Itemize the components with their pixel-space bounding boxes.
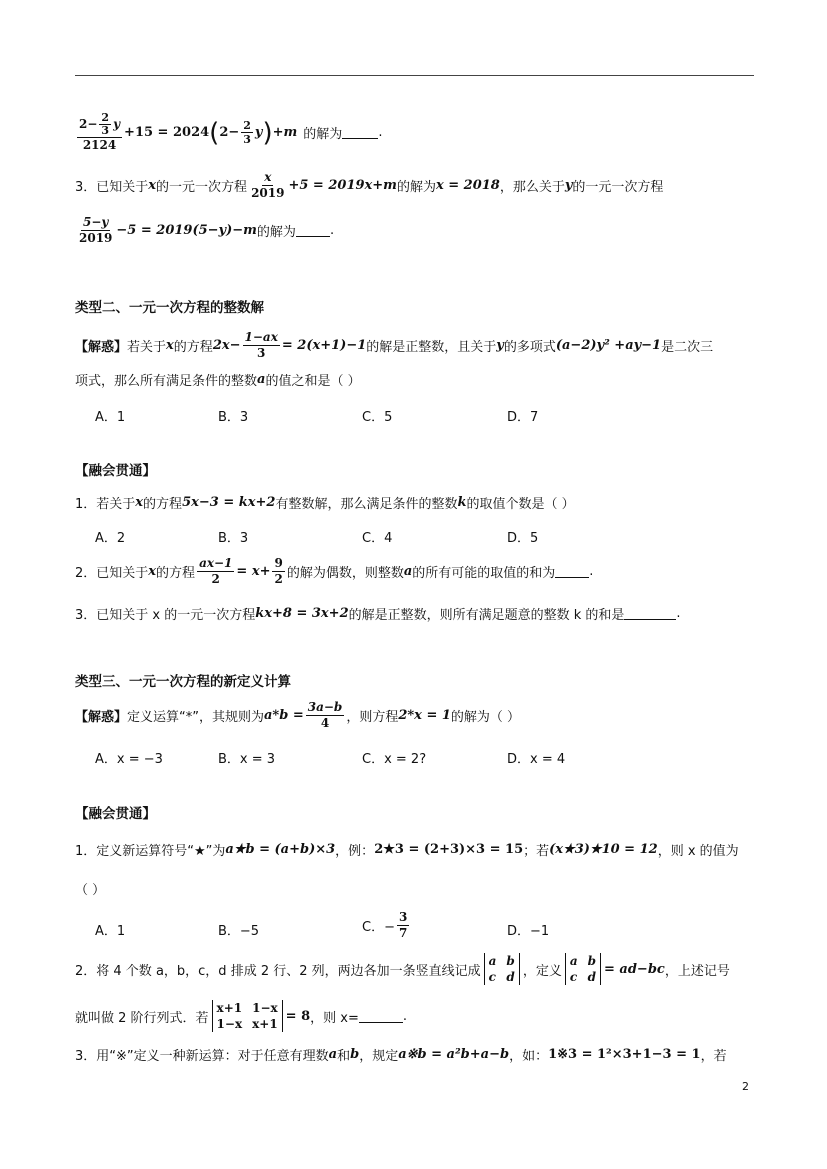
option-b[interactable]: B．3 bbox=[218, 531, 249, 546]
section2-title: 类型二、一元一次方程的整数解 bbox=[75, 300, 264, 316]
header-rule bbox=[75, 75, 754, 76]
option-c[interactable]: C．5 bbox=[362, 410, 393, 425]
section3-q: 【解惑】 定义运算“*”，其规则为 a*b = $\frac{3a-b}{4}$ ，则方程 2*x = 1 的解为（ ） bbox=[75, 700, 521, 730]
s3b-q3: 3．用“※”定义一种新运算：对于任意有理数 a 和 b ，规定 a※b = a²b+a−b ，如： 1※3 = 1²×3+1−3 = 1 ，若 bbox=[75, 1047, 727, 1064]
s3b-q1-line2: （ ） bbox=[75, 883, 106, 898]
option-d[interactable]: D．7 bbox=[507, 410, 539, 425]
option-a[interactable]: A．1 bbox=[95, 410, 126, 425]
option-b[interactable]: B．−5 bbox=[218, 924, 260, 939]
determinant-definition: a b c d bbox=[565, 953, 601, 985]
option-b[interactable]: B．3 bbox=[218, 410, 249, 425]
option-c[interactable]: C．− $\frac{3}{7}$ bbox=[362, 910, 408, 940]
option-d[interactable]: D．x = 4 bbox=[507, 752, 566, 767]
q3-line2: $\frac{5-y}{2019}$ −5 = 2019(5−y)−m 的解为 . bbox=[79, 215, 335, 245]
section3-title: 类型三、一元一次方程的新定义计算 bbox=[75, 674, 291, 690]
s2b-q3: 3．已知关于 x 的一元一次方程 kx+8 = 3x+2 的解是正整数，则所有满足题意的整数 k 的和是 . bbox=[75, 606, 681, 623]
page-number: 2 bbox=[742, 1080, 749, 1093]
section3b-title: 【融会贯通】 bbox=[75, 806, 156, 822]
option-a[interactable]: A．1 bbox=[95, 924, 126, 939]
option-b[interactable]: B．x = 3 bbox=[218, 752, 276, 767]
s2b-q1: 1．若关于 x 的方程 5x−3 = kx+2 有整数解，那么满足条件的整数 k 的取值个数是（ ） bbox=[75, 495, 575, 512]
option-a[interactable]: A．2 bbox=[95, 531, 126, 546]
section2-q-line2: 项式，那么所有满足条件的整数 a 的值之和是（ ） bbox=[75, 372, 361, 389]
answer-blank[interactable] bbox=[624, 607, 676, 620]
option-c[interactable]: C．4 bbox=[362, 531, 393, 546]
determinant-notation: a b c d bbox=[484, 953, 520, 985]
eq1-big-fraction: 2− $\frac{2}{3}$ y 2124 bbox=[79, 111, 121, 152]
s3b-q2-line1: 2．将 4 个数 a，b，c，d 排成 2 行、2 列，两边各加一条竖直线记成 a b c d ，定义 a b c d = ad−bc ，上述记号 bbox=[75, 954, 730, 984]
option-a[interactable]: A．x = −3 bbox=[95, 752, 163, 767]
s3b-q2-line2: 就叫做 2 阶行列式．若 x+1 1−x 1−x x+1 = 8 ，则 x= . bbox=[75, 1001, 407, 1031]
s3b-q1: 1．定义新运算符号“★”为 a★b = (a+b)×3 ，例： 2★3 = (2+3)×3 = 15 ；若 (x★3)★10 = 12 ，则 x 的值为 bbox=[75, 842, 739, 859]
section2b-title: 【融会贯通】 bbox=[75, 463, 156, 479]
answer-blank[interactable] bbox=[296, 224, 330, 237]
option-d[interactable]: D．5 bbox=[507, 531, 539, 546]
determinant-given: x+1 1−x 1−x x+1 bbox=[212, 1000, 283, 1032]
answer-blank[interactable] bbox=[342, 126, 378, 139]
eq1-line: 2− $\frac{2}{3}$ y 2124 +15 = 2024 ( 2− $\frac{2}{3}$ y ) +m 的解为 . bbox=[79, 111, 383, 152]
answer-blank[interactable] bbox=[555, 565, 589, 578]
option-d[interactable]: D．−1 bbox=[507, 924, 550, 939]
q3-line1: 3．已知关于 x 的一元一次方程 $\frac{x}{2019}$ +5 = 2019x+m 的解为 x = 2018 ，那么关于 y 的一元一次方程 bbox=[75, 170, 664, 200]
s2b-q2: 2．已知关于 x 的方程 $\frac{ax-1}{2}$ = x+ $\frac{9}{2}$ 的解为偶数，则整数 a 的所有可能的取值的和为 . bbox=[75, 556, 594, 586]
option-c[interactable]: C．x = 2? bbox=[362, 752, 427, 767]
answer-blank[interactable] bbox=[359, 1010, 403, 1023]
section2-q-line1: 【解惑】 若关于 x 的方程 2x− $\frac{1-ax}{3}$ = 2(x+1)−1 的解是正整数，且关于 y 的多项式 (a−2)y² +ay−1 是二次三 bbox=[75, 330, 714, 360]
